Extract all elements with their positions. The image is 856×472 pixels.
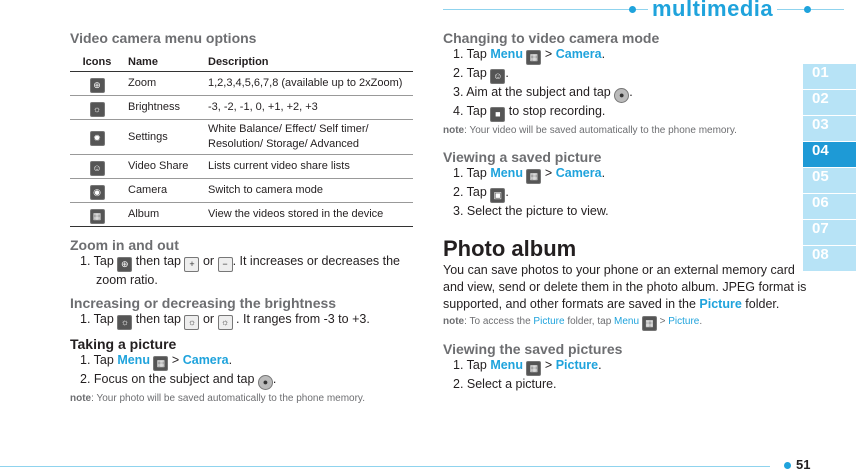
picture-link: Picture (668, 316, 700, 327)
note-text: : Your video will be saved automatically to the phone memory. (464, 125, 737, 136)
note-text: > (659, 316, 666, 327)
picture-link: Picture (533, 316, 565, 327)
step-text: 1. Tap (80, 353, 114, 367)
step-text: 2. Focus on the subject and tap (80, 372, 255, 386)
step-text: . (598, 358, 602, 372)
changing-step-2 (443, 65, 793, 84)
step-text: 1. Tap (453, 358, 487, 372)
shutter-icon: ● (258, 375, 273, 390)
row-name: Settings (124, 120, 204, 155)
step-text: . It increases or decreases the (232, 254, 401, 268)
menu-label: Menu (490, 358, 523, 372)
step-text: . (601, 47, 606, 61)
header-rule (443, 9, 844, 10)
brightness-icon: ☼ (90, 102, 105, 117)
viewing-saved-pictures-title: Viewing the saved pictures (443, 341, 623, 357)
row-name: Video Share (124, 155, 204, 179)
row-desc: -3, -2, -1, 0, +1, +2, +3 (204, 96, 413, 120)
row-name: Camera (124, 179, 204, 203)
brightness-up-icon: ☼ (184, 315, 199, 330)
changing-step-4 (443, 103, 793, 122)
menu-icon: ▦ (526, 361, 541, 376)
footer-dot (784, 462, 791, 469)
record-icon: ● (614, 88, 629, 103)
row-desc: White Balance/ Effect/ Self timer/ Resolution/ Storage/ Advanced (204, 120, 413, 155)
stop-icon: ■ (490, 107, 505, 122)
chapter-tab-02[interactable]: 02 (803, 90, 856, 115)
album-para-line-3 (443, 296, 793, 313)
para-text: folder. (745, 297, 780, 311)
step-text: 1. Tap (453, 166, 487, 180)
menu-link: Menu (614, 316, 640, 327)
album-icon: ▦ (90, 209, 105, 224)
menu-icon: ▦ (642, 316, 657, 331)
picture-note (70, 390, 415, 407)
changing-step-1 (443, 46, 793, 65)
step-text: 3. Aim at the subject and tap (453, 85, 611, 99)
chapter-tab-06[interactable]: 06 (803, 194, 856, 219)
chapter-tab-01[interactable]: 01 (803, 64, 856, 89)
changing-mode-title: Changing to video camera mode (443, 30, 660, 46)
video-mode-icon: ☺ (490, 69, 505, 84)
note-text: : To access the (464, 316, 531, 327)
row-desc: View the videos stored in the device (204, 203, 413, 227)
step-text: . (601, 166, 606, 180)
picture-label: Picture (555, 358, 599, 372)
step-text: then tap (135, 312, 181, 326)
album-para-line-2: and view, send or delete them in the photo album. JPEG format is (443, 280, 807, 294)
viewing-step-3: 3. Select the picture to view. (453, 204, 609, 218)
table-row (70, 96, 413, 120)
chapter-tab-03[interactable]: 03 (803, 116, 856, 141)
step-text: then tap (135, 254, 181, 268)
row-name: Album (124, 203, 204, 227)
step-text: or (202, 312, 215, 326)
menu-options-title: Video camera menu options (70, 30, 257, 46)
step-text: 2. Tap (453, 66, 487, 80)
video-note (443, 122, 793, 139)
row-desc: Switch to camera mode (204, 179, 413, 203)
view-pictures-step-1 (443, 357, 793, 376)
zoom-out-icon: − (218, 257, 233, 272)
step-text: . It ranges from -3 to +3. (236, 312, 370, 326)
col-header-name: Name (124, 54, 204, 72)
picture-step-2 (70, 371, 415, 390)
camera-icon: ◉ (90, 185, 105, 200)
row-desc: Lists current video share lists (204, 155, 413, 179)
gallery-icon: ▣ (490, 188, 505, 203)
zoom-step-1 (70, 253, 415, 272)
step-text: > (171, 353, 180, 367)
table-row (70, 179, 413, 203)
brightness-down-icon: ☼ (218, 315, 233, 330)
view-pictures-step-2: 2. Select a picture. (453, 377, 557, 391)
changing-step-3 (443, 84, 793, 103)
brightness-step-1 (70, 311, 415, 330)
step-text: 2. Tap (453, 185, 487, 199)
table-row (70, 72, 413, 96)
picture-folder-label: Picture (699, 297, 742, 311)
step-text: . (272, 372, 277, 386)
album-note (443, 313, 793, 331)
zoom-icon: ⊕ (90, 78, 105, 93)
step-text: or (202, 254, 215, 268)
note-text: . (699, 316, 703, 327)
note-text: : Your photo will be saved automatically to the phone memory. (91, 393, 365, 404)
step-text: 1. Tap (80, 254, 114, 268)
video-share-icon: ☺ (90, 161, 105, 176)
step-text: . (505, 185, 509, 199)
step-text: to stop recording. (508, 104, 606, 118)
step-text: . (505, 66, 509, 80)
viewing-step-2 (443, 184, 793, 203)
note-label: note (443, 316, 465, 327)
menu-icon: ▦ (526, 169, 541, 184)
footer-rule (0, 466, 770, 467)
table-row (70, 155, 413, 179)
section-brand: multimedia (648, 0, 777, 22)
zoom-title: Zoom in and out (70, 237, 179, 253)
step-text: 1. Tap (80, 312, 114, 326)
step-text: 1. Tap (453, 47, 487, 61)
camera-label: Camera (555, 47, 602, 61)
step-text: 4. Tap (453, 104, 487, 118)
chapter-tab-08[interactable]: 08 (803, 246, 856, 271)
album-para-line-1: You can save photos to your phone or an external memory card (443, 263, 795, 277)
note-label: note (443, 125, 465, 136)
para-text: supported, and other formats are saved in the (443, 297, 696, 311)
chapter-tabs (803, 64, 856, 272)
viewing-step-1 (443, 165, 793, 184)
taking-picture-title: Taking a picture (70, 336, 177, 352)
row-desc: 1,2,3,4,5,6,7,8 (available up to 2xZoom) (204, 72, 413, 96)
note-label: note (70, 393, 92, 404)
step-text: . (228, 353, 233, 367)
row-name: Zoom (124, 72, 204, 96)
menu-icon: ▦ (153, 356, 168, 371)
step-text: . (629, 85, 633, 99)
brightness-icon: ☼ (117, 315, 132, 330)
viewing-saved-picture-title: Viewing a saved picture (443, 149, 602, 165)
header-dot-right (804, 6, 811, 13)
table-row (70, 120, 413, 155)
zoom-icon: ⊕ (117, 257, 132, 272)
table-row (70, 203, 413, 227)
brightness-title: Increasing or decreasing the brightness (70, 295, 337, 311)
row-name: Brightness (124, 96, 204, 120)
picture-step-1 (70, 352, 415, 371)
settings-icon: ✹ (90, 131, 105, 146)
page-number: 51 (796, 457, 811, 472)
col-header-description: Description (204, 54, 413, 72)
menu-icon: ▦ (526, 50, 541, 65)
left-column (70, 30, 415, 407)
menu-options-table (70, 54, 413, 227)
chapter-tab-04[interactable]: 04 (803, 142, 856, 167)
camera-label: Camera (555, 166, 602, 180)
step-text: > (544, 166, 553, 180)
zoom-in-icon: + (184, 257, 199, 272)
col-header-icons: Icons (70, 54, 124, 72)
step-text: > (544, 358, 553, 372)
step-text: > (544, 47, 553, 61)
header-dot-left (629, 6, 636, 13)
menu-label: Menu (117, 353, 150, 367)
chapter-tab-05[interactable]: 05 (803, 168, 856, 193)
camera-label: Camera (182, 353, 229, 367)
menu-label: Menu (490, 47, 523, 61)
zoom-step-1-cont: zoom ratio. (96, 273, 158, 287)
chapter-tab-07[interactable]: 07 (803, 220, 856, 245)
right-column (443, 30, 807, 393)
menu-label: Menu (490, 166, 523, 180)
note-text: folder, tap (567, 316, 612, 327)
photo-album-title: Photo album (443, 236, 577, 261)
